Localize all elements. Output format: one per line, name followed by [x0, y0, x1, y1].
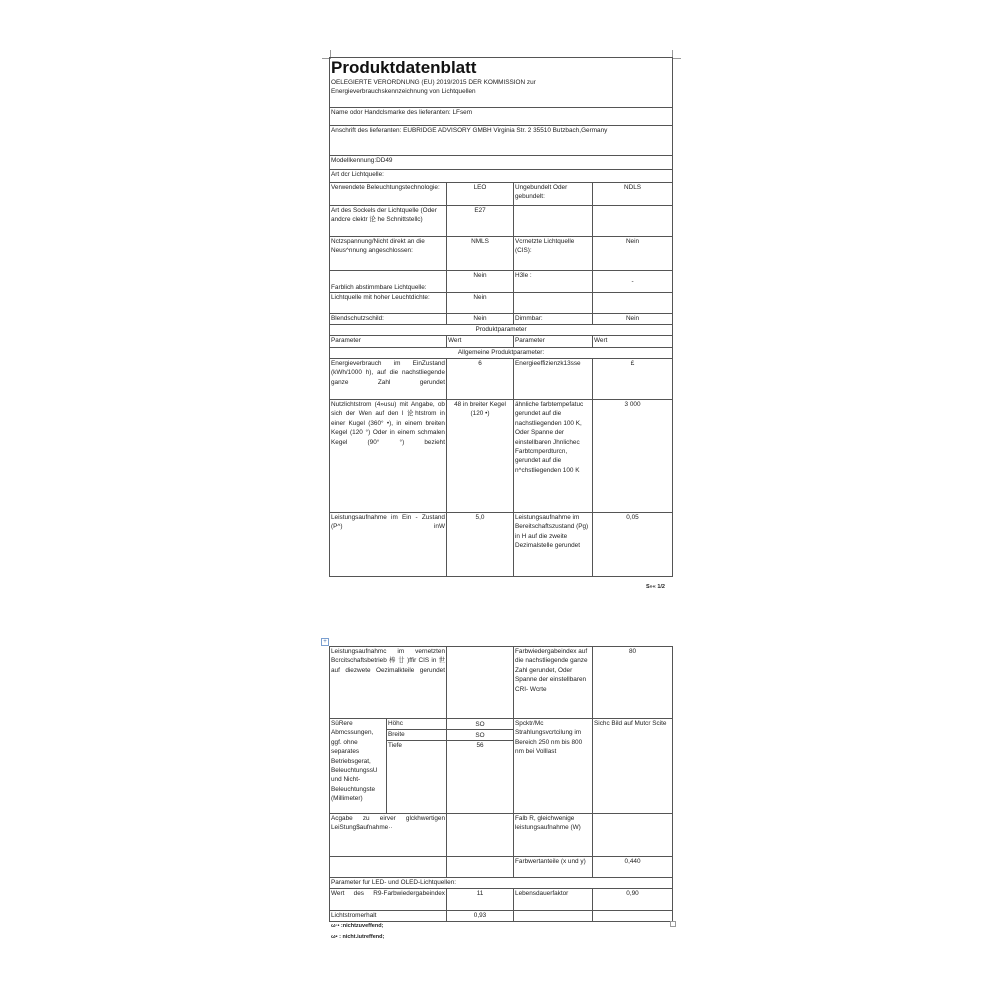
row-label: ähnliche farbtempefatuc gerundet auf die nachstliegenden 100 K, Oder Spanne der einstellbaren Jhnlichec Farbtcmperdturcn, gerundet auf die n^chstliegenden 100 K — [514, 400, 593, 513]
product-data-table-2 — [329, 646, 673, 922]
row-label: Blendschutzschild: — [330, 314, 447, 325]
row-label: Vcrnetzte Lichtquelle (CIS): — [514, 237, 593, 271]
row-label — [514, 293, 593, 314]
footnote: ω• : nicht.iutreffend; — [331, 934, 385, 940]
row-label: Nutzlichtstrom (4»usu) mit Angabe, ob sich der Wen auf den l 论htstrom in einer Kugel (360° •), in einem breiten Kegel (120 °) Oder in einem schmalen Kegel (90° °) bezieht — [330, 400, 447, 513]
row-label: Leistungsaufnahme im Ein - Zustand (P^) inW — [330, 513, 447, 577]
row-value: NDLS — [593, 183, 673, 206]
product-data-table-1 — [329, 57, 673, 577]
row-label: Falb R, gleichwenige leistungsaufnahme (W) — [514, 814, 593, 857]
row-label — [514, 911, 593, 922]
row-value: Nein — [447, 271, 514, 293]
footnote: ω·• :nichtzuveffend; — [331, 923, 384, 929]
section-heading: Parameter fur LED- und OLED-Lichtquellen: — [330, 878, 673, 889]
margin-marker — [670, 921, 676, 927]
header-cell — [330, 58, 673, 108]
row-label: H3le : — [514, 271, 593, 293]
row-value: - — [593, 271, 673, 293]
row-value: 80 — [593, 647, 673, 719]
column-header: Wert — [447, 336, 514, 348]
height-label: Höhc — [387, 719, 447, 730]
dimensions-label: SüRere Abmcssungen, ggf. ohne separates Betriebsgerat, BeleuchtungssU und Nicht-Beleuchtungste (Millimeter) — [330, 719, 387, 814]
empty-cell — [447, 857, 514, 878]
row-value: 48 in breiter Kegel (120 •) — [447, 400, 514, 513]
row-value: Nein — [593, 237, 673, 271]
row-value — [593, 911, 673, 922]
row-label: Lebensdauerfaktor — [514, 889, 593, 911]
row-value: 0,05 — [593, 513, 673, 577]
row-value: Nein — [447, 293, 514, 314]
row-value: 11 — [447, 889, 514, 911]
section-heading: Allgemeine Produktparameter: — [330, 348, 673, 359]
model-id: Modellkennung:DD49 — [330, 156, 673, 170]
empty-cell — [330, 857, 447, 878]
row-value: E27 — [447, 206, 514, 237]
width-value: SO — [447, 730, 514, 741]
width-label: Breite — [387, 730, 447, 741]
row-label: Lichtstromerhalt — [330, 911, 447, 922]
row-value: Nein — [447, 314, 514, 325]
row-label: Farbwertanteile (x und y) — [514, 857, 593, 878]
row-label: Spcktr/Mc Strahlungsvcrtcilung im Bereich 250 nm bis 800 nm bei Volllast — [514, 719, 593, 814]
row-label: Farblich abstimmbare Lichtquelle: — [330, 271, 447, 293]
row-value: Nein — [593, 314, 673, 325]
margin-marker — [672, 50, 681, 59]
row-label: Lichtquelle mit hoher Leuchtdichte: — [330, 293, 447, 314]
regulation-line: OELEGIERTE VERORDNUNG (EU) 2019/2015 DER KOMMISSION zur — [331, 79, 536, 86]
row-label: Farbwiedergabeindex auf die nachstliegende ganze Zahl gerundet, Oder Spanne der einstellbaren CRI- Wcrte — [514, 647, 593, 719]
row-value — [447, 814, 514, 857]
row-value: 0,93 — [447, 911, 514, 922]
row-value: NMLS — [447, 237, 514, 271]
row-label — [514, 206, 593, 237]
row-value: £ — [593, 359, 673, 400]
row-value — [593, 206, 673, 237]
row-value — [447, 647, 514, 719]
height-value: SO — [447, 719, 514, 730]
supplier-address: Anschrift des lieferanten: EUBRIDGE ADVISORY GMBH Virginia Str. 2 35510 Butzbach,Germany — [330, 126, 673, 156]
supplier-name: Name odor Handclsmarke des lieferanten: LFsem — [330, 108, 673, 126]
document-title: Produktdatenblatt — [331, 58, 477, 77]
row-value — [593, 814, 673, 857]
depth-label: Tiefe — [387, 741, 447, 814]
depth-value: 56 — [447, 741, 514, 814]
row-value: 5,0 — [447, 513, 514, 577]
row-label: Leistungsaufnahme im Bereitschaftszustand (Pg) in H auf die zweite Dezimalstelle gerundet — [514, 513, 593, 577]
row-label: Acgabe zu eirver glckhwertigen LeiStung$aufnahme·· — [330, 814, 447, 857]
row-value: 3 000 — [593, 400, 673, 513]
row-label: Energieeffizienzk13sse — [514, 359, 593, 400]
row-value: LEO — [447, 183, 514, 206]
light-source-type: Art dcr Lichtquelle: — [330, 170, 673, 183]
row-value — [593, 293, 673, 314]
column-header: Parameter — [330, 336, 447, 348]
row-label: Energieverbrauch im EinZustand (kWh/1000 h), auf die nachstliegende ganze Zahl gerundet — [330, 359, 447, 400]
table-move-handle[interactable]: + — [321, 638, 329, 646]
column-header: Parameter — [514, 336, 593, 348]
regulation-line: Energieverbrauchskennzeichnung von Lichtquellen — [331, 88, 476, 96]
row-label: Nctzspannung/Nicht direkt an die Neus^nnung angeschlossen: — [330, 237, 447, 271]
column-header: Wert — [593, 336, 673, 348]
row-label: Ungebundelt Oder gebundelt: — [514, 183, 593, 206]
row-value: 6 — [447, 359, 514, 400]
row-value: 0,440 — [593, 857, 673, 878]
row-label: Leistungsaufnahmc im vernetzten Bcrcitschaftsbetrieb 棒 廿 )ffir CIS in 世 auf diezwete Oezimalkteile gerundet — [330, 647, 447, 719]
row-value: Sichc Bild auf Mutcr Scite — [593, 719, 673, 814]
section-heading: Produktparameter — [330, 325, 673, 336]
row-label: Dimmbar: — [514, 314, 593, 325]
row-value: 0,90 — [593, 889, 673, 911]
page-number: S»« 1/2 — [646, 584, 665, 590]
row-label: Art des Sockels der Lichtquelle (Oder andcre clektr 论 he Schnittstellc) — [330, 206, 447, 237]
row-label: Verwendete Beleuchtungstechnologie: — [330, 183, 447, 206]
row-label: Wert des R9-Farbwiedergabeindex — [330, 889, 447, 911]
